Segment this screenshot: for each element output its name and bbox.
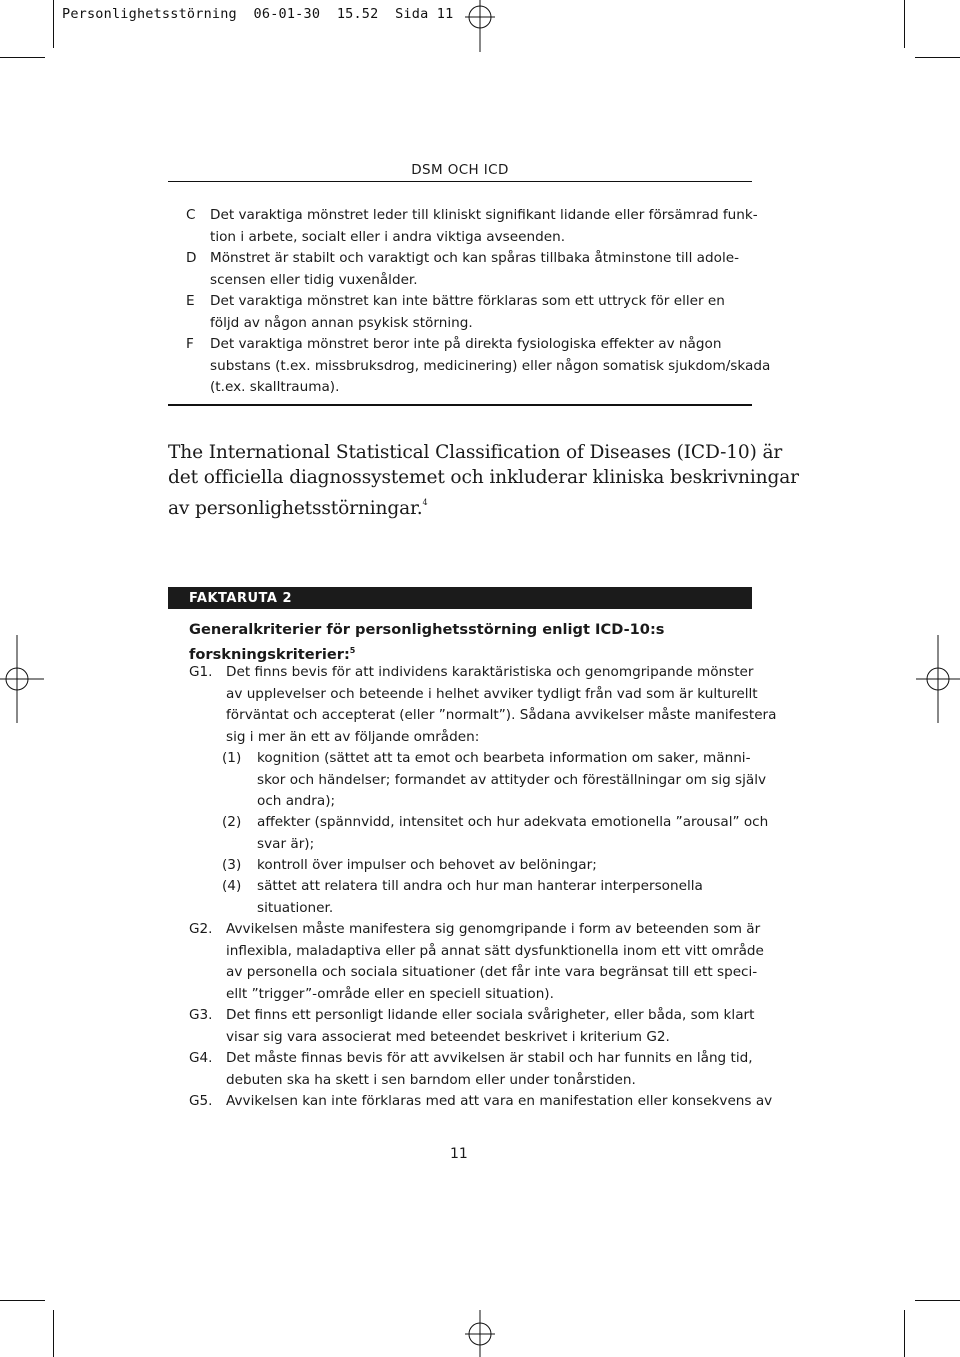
crop-mark: [53, 0, 54, 48]
criterion-text-line: (t.ex. skalltrauma).: [210, 379, 340, 395]
subcriterion-label: (4): [222, 878, 242, 894]
criterion-g3: [189, 1005, 754, 1048]
criterion-text-line: Det varaktiga mönstret leder till kliniskt signifikant lidande eller försämrad funk-: [210, 207, 758, 223]
footnote-ref: 5: [349, 646, 356, 655]
criterion-letter: E: [186, 293, 195, 309]
crop-mark: [904, 1310, 905, 1357]
criterion-text-line: visar sig vara associerat med beteendet beskrivet i kriterium G2.: [226, 1028, 670, 1045]
intro-line: [168, 490, 768, 521]
subcriterion-text-line: svar är);: [257, 835, 315, 852]
subcriterion-text-line: och andra);: [257, 793, 336, 809]
registration-mark-icon: [916, 635, 960, 723]
criterion-text-line: Det varaktiga mönstret beror inte på direkta fysiologiska effekter av någon: [210, 336, 722, 352]
criterion-text-line: inflexibla, maladaptiva eller på annat sätt dysfunktionella inom ett vitt område: [226, 942, 764, 959]
criterion-text-line: Det finns bevis för att individens karaktäristiska och genomgripande mönster: [226, 664, 754, 680]
criterion-d: [186, 248, 756, 291]
subcriterion-3: [222, 855, 597, 877]
criterion-g4: [189, 1048, 753, 1091]
intro-paragraph: [168, 440, 799, 521]
criterion-text-line: Mönstret är stabilt och varaktigt och kan spåras tillbaka åtminstone till adole-: [210, 250, 739, 266]
registration-mark-icon: [0, 635, 44, 723]
registration-mark-icon: [463, 0, 497, 52]
subcriterion-2: [222, 812, 768, 855]
footnote-ref: 4: [422, 498, 428, 507]
criterion-text-line: Avvikelsen måste manifestera sig genomgripande i form av beteenden som är: [226, 921, 761, 937]
criterion-label: G1.: [189, 664, 213, 680]
criterion-label: G3.: [189, 1007, 213, 1023]
intro-line-text: av personlighetsstörningar.: [168, 498, 423, 519]
criterion-letter: D: [186, 250, 197, 266]
running-head-rule: [168, 181, 752, 182]
factbox-title-text: forskningskriterier:: [189, 646, 350, 663]
criterion-text-line: scensen eller tidig vuxenålder.: [210, 271, 418, 288]
criteria-bottom-rule: [168, 404, 752, 406]
criterion-letter: F: [186, 336, 194, 352]
criterion-letter: C: [186, 207, 196, 223]
criterion-g2: [189, 919, 764, 1005]
intro-line: The International Statistical Classification of Diseases (ICD-10) är: [168, 442, 783, 463]
print-slug: Personlighetsstörning 06-01-30 15.52 Sida 11: [62, 6, 454, 22]
factbox-title-line: Generalkriterier för personlighetsstörning enligt ICD-10:s: [189, 621, 665, 638]
criterion-label: G2.: [189, 921, 213, 937]
subcriterion-4: [222, 876, 703, 919]
registration-mark-icon: [463, 1310, 497, 1357]
subcriterion-text-line: affekter (spännvidd, intensitet och hur adekvata emotionella ”arousal” och: [257, 814, 769, 830]
criterion-text-line: debuten ska ha skett i sen barndom eller under tonårstiden.: [226, 1071, 636, 1088]
factbox-label: FAKTARUTA 2: [189, 591, 292, 606]
crop-mark: [0, 57, 45, 58]
criterion-c: [186, 205, 756, 248]
criterion-text-line: av personella och sociala situationer (det får inte vara begränsat till ett speci-: [226, 964, 758, 980]
subcriterion-label: (3): [222, 857, 242, 873]
criterion-text-line: Avvikelsen kan inte förklaras med att vara en manifestation eller konsekvens av: [226, 1093, 773, 1109]
criterion-g1: [189, 662, 776, 748]
subcriterion-text-line: sättet att relatera till andra och hur man hanterar interpersonella: [257, 878, 703, 894]
criterion-text-line: tion i arbete, socialt eller i andra viktiga avseenden.: [210, 228, 566, 245]
criterion-text-line: Det varaktiga mönstret kan inte bättre förklaras som ett uttryck för eller en: [210, 293, 725, 309]
criterion-text-line: Det finns ett personligt lidande eller sociala svårigheter, eller båda, som klart: [226, 1007, 755, 1023]
subcriterion-text-line: kognition (sättet att ta emot och bearbeta information om saker, männi-: [257, 750, 751, 766]
crop-mark: [0, 1300, 45, 1301]
criterion-text-line: Det måste finnas bevis för att avvikelsen är stabil och har funnits en lång tid,: [226, 1050, 753, 1066]
factbox-header: [168, 587, 752, 609]
page-number: 11: [450, 1146, 468, 1162]
crop-mark: [915, 57, 960, 58]
subcriterion-text-line: skor och händelser; formandet av attityder och föreställningar om sig själv: [257, 771, 767, 788]
intro-line: det officiella diagnossystemet och inkluderar kliniska beskrivningar: [168, 467, 799, 488]
criterion-text-line: sig i mer än ett av följande områden:: [226, 728, 480, 745]
running-head: DSM OCH ICD: [411, 162, 509, 178]
criterion-text-line: av upplevelser och beteende i helhet avviker tydligt från vad som är kulturellt: [226, 685, 758, 702]
subcriterion-text-line: kontroll över impulser och behovet av belöningar;: [257, 857, 597, 873]
criterion-label: G5.: [189, 1093, 213, 1109]
criterion-f: [186, 334, 771, 399]
subcriterion-label: (1): [222, 750, 242, 766]
factbox-title: [189, 619, 664, 665]
crop-mark: [915, 1300, 960, 1301]
crop-mark: [904, 0, 905, 48]
criterion-text-line: ellt ”trigger”-område eller en speciell situation).: [226, 985, 554, 1002]
crop-mark: [53, 1310, 54, 1357]
subcriterion-label: (2): [222, 814, 242, 830]
criterion-g5: [189, 1091, 772, 1113]
criterion-text-line: förväntat och accepterat (eller ”normalt”). Sådana avvikelser måste manifestera: [226, 707, 777, 723]
criterion-text-line: substans (t.ex. missbruksdrog, medicinering) eller någon somatisk sjukdom/skada: [210, 357, 771, 374]
criterion-e: [186, 291, 756, 334]
subcriterion-text-line: situationer.: [257, 899, 334, 916]
criterion-text-line: följd av någon annan psykisk störning.: [210, 314, 473, 331]
criterion-label: G4.: [189, 1050, 213, 1066]
subcriterion-1: [222, 748, 766, 813]
